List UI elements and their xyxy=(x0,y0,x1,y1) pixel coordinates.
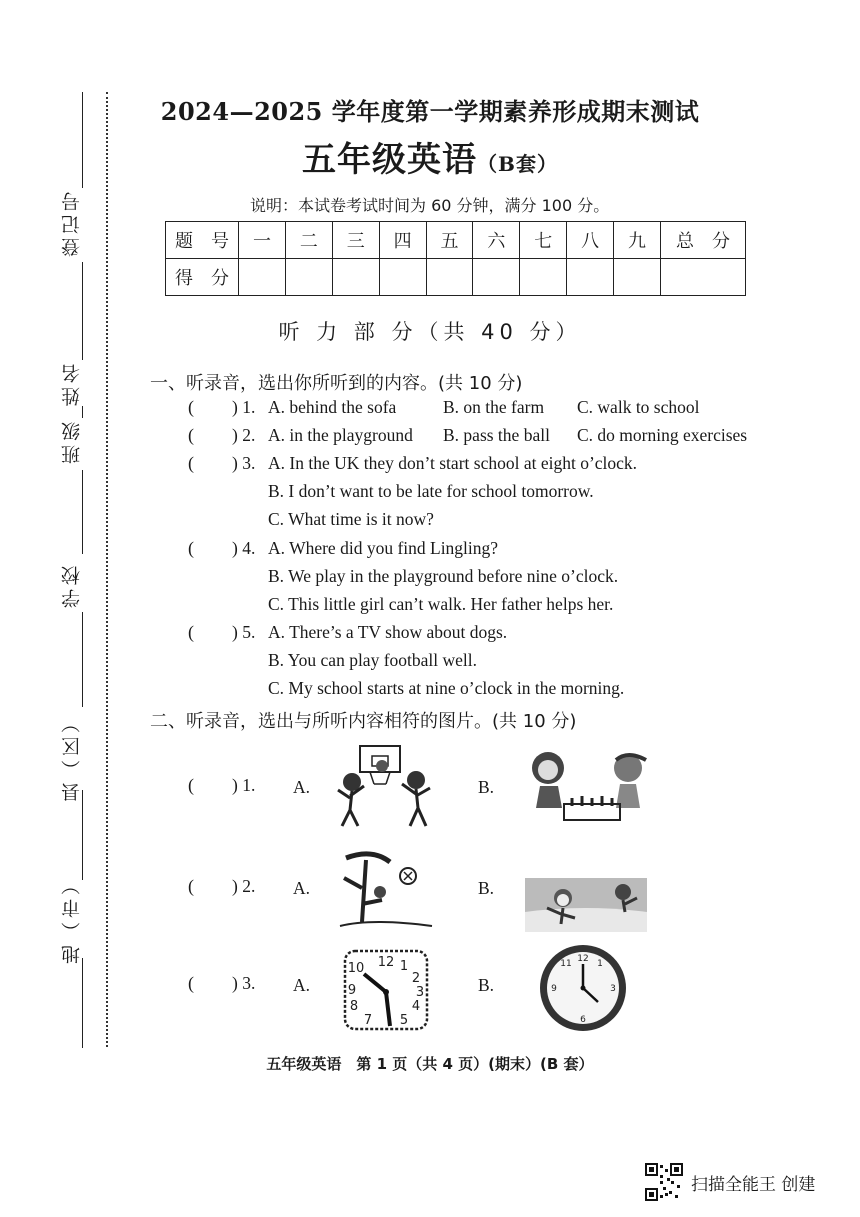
option-a: A. In the UK they don’t start school at eight o’clock. xyxy=(268,453,638,473)
field-school: 学校 xyxy=(61,562,83,608)
score-header-cell: 五 xyxy=(426,222,473,259)
option-b: B. on the farm xyxy=(443,397,545,417)
field-city: 地（市） xyxy=(61,872,83,964)
option-c: C. walk to school xyxy=(577,397,700,417)
answer-blank[interactable]: ( xyxy=(188,425,194,445)
option-b: B. You can play football well. xyxy=(268,650,478,670)
answer-blank[interactable]: ( xyxy=(188,973,194,993)
score-cell[interactable] xyxy=(379,259,426,296)
score-cell[interactable] xyxy=(473,259,520,296)
svg-text:7: 7 xyxy=(363,1013,373,1028)
option-b: B. We play in the playground before nine o’clock. xyxy=(268,566,619,586)
score-row-label: 得 分 xyxy=(166,259,239,296)
question-number: ) 3. xyxy=(232,453,256,473)
score-header-cell: 二 xyxy=(285,222,332,259)
option-b: B. pass the ball xyxy=(443,425,550,445)
svg-text:3: 3 xyxy=(610,984,616,994)
listening-section-heading: 听 力 部 分（共 40 分） xyxy=(278,320,582,344)
question-number: ) 1. xyxy=(232,775,256,795)
subject: 五年级英语 xyxy=(302,140,478,180)
option-c: C. What time is it now? xyxy=(268,509,434,529)
score-cell[interactable] xyxy=(567,259,614,296)
svg-text:12: 12 xyxy=(577,954,589,964)
option-c: C. This little girl can’t walk. Her father helps her. xyxy=(268,594,614,614)
field-register-no: 登记号 xyxy=(61,188,83,257)
score-header-cell: 六 xyxy=(473,222,520,259)
svg-text:12: 12 xyxy=(377,955,395,970)
question-number: ) 2. xyxy=(232,425,256,445)
picture-digital-clock-face[interactable] xyxy=(342,948,430,1036)
score-header-cell: 八 xyxy=(567,222,614,259)
score-header-cell: 总 分 xyxy=(661,222,746,259)
score-cell[interactable] xyxy=(520,259,567,296)
answer-blank[interactable]: ( xyxy=(188,622,194,642)
option-a: A. There’s a TV show about dogs. xyxy=(268,622,508,642)
picture-kite-in-tree[interactable] xyxy=(332,848,442,934)
score-cell[interactable] xyxy=(426,259,473,296)
scanner-watermark xyxy=(645,1163,815,1201)
svg-text:3: 3 xyxy=(415,985,425,1000)
option-c: C. My school starts at nine o’clock in the morning. xyxy=(268,678,625,698)
option-c: C. do morning exercises xyxy=(577,425,748,445)
qr-code-icon xyxy=(645,1163,683,1201)
binding-rule xyxy=(82,406,83,418)
svg-text:11: 11 xyxy=(560,959,572,969)
answer-blank[interactable]: ( xyxy=(188,775,194,795)
field-name: 姓名 xyxy=(61,360,83,406)
score-cell[interactable] xyxy=(661,259,746,296)
choice-b-label: B. xyxy=(478,777,495,797)
picture-wall-clock[interactable] xyxy=(536,942,630,1038)
choice-a-label: A. xyxy=(293,878,311,898)
choice-b-label: B. xyxy=(478,975,495,995)
page-footer: 五年级英语 第 1 页（共 4 页）(期末）(B 套） xyxy=(266,1055,594,1073)
picture-children-outdoors[interactable] xyxy=(525,878,647,936)
binding-rule xyxy=(82,958,83,1048)
score-header-cell: 九 xyxy=(614,222,661,259)
score-header-cell: 七 xyxy=(520,222,567,259)
option-a: A. in the playground xyxy=(268,425,413,445)
svg-text:1: 1 xyxy=(597,959,603,969)
question-number: ) 4. xyxy=(232,538,256,558)
exam-note: 说明：本试卷考试时间为 60 分钟，满分 100 分。 xyxy=(250,196,610,215)
svg-text:9: 9 xyxy=(347,983,357,998)
version: （B套） xyxy=(477,152,558,176)
exam-subtitle xyxy=(0,132,860,181)
score-header-cell: 四 xyxy=(379,222,426,259)
question-number: ) 1. xyxy=(232,397,256,417)
score-header-cell: 一 xyxy=(239,222,286,259)
score-header-cell: 题 号 xyxy=(166,222,239,259)
score-header-row xyxy=(166,222,746,259)
svg-text:1: 1 xyxy=(399,959,409,974)
watermark-text: 扫描全能王 创建 xyxy=(691,1174,816,1195)
binding-rule xyxy=(82,612,83,707)
exam-title: 2024—2025 学年度第一学期素养形成期末测试 xyxy=(160,97,700,126)
svg-text:4: 4 xyxy=(411,999,421,1014)
part2-title: 二、听录音，选出与所听内容相符的图片。(共 10 分) xyxy=(150,711,577,732)
option-b: B. I don’t want to be late for school tomorrow. xyxy=(268,481,594,501)
choice-a-label: A. xyxy=(293,777,311,797)
answer-blank[interactable]: ( xyxy=(188,453,194,473)
svg-text:8: 8 xyxy=(349,999,359,1014)
picture-playing-chess[interactable] xyxy=(522,748,652,834)
svg-text:5: 5 xyxy=(399,1013,409,1028)
answer-blank[interactable]: ( xyxy=(188,397,194,417)
choice-b-label: B. xyxy=(478,878,495,898)
score-header-cell: 三 xyxy=(332,222,379,259)
svg-text:10: 10 xyxy=(347,961,365,976)
question-number: ) 3. xyxy=(232,973,256,993)
score-cell[interactable] xyxy=(239,259,286,296)
picture-basketball[interactable] xyxy=(330,744,440,834)
binding-dotted-line xyxy=(106,92,108,1047)
svg-text:2: 2 xyxy=(411,971,421,986)
choice-a-label: A. xyxy=(293,975,311,995)
option-a: A. Where did you find Lingling? xyxy=(268,538,499,558)
question-number: ) 5. xyxy=(232,622,256,642)
score-cell[interactable] xyxy=(614,259,661,296)
question-number: ) 2. xyxy=(232,876,256,896)
binding-rule xyxy=(82,790,83,880)
score-table xyxy=(165,221,746,296)
field-class: 班级 xyxy=(61,418,83,464)
answer-blank[interactable]: ( xyxy=(188,538,194,558)
field-county: 县（区） xyxy=(61,710,83,802)
binding-rule xyxy=(82,470,83,554)
score-cell[interactable] xyxy=(285,259,332,296)
svg-text:6: 6 xyxy=(580,1015,586,1025)
svg-text:9: 9 xyxy=(551,984,557,994)
answer-blank[interactable]: ( xyxy=(188,876,194,896)
score-cell[interactable] xyxy=(332,259,379,296)
part1-title: 一、听录音，选出你所听到的内容。(共 10 分) xyxy=(150,373,523,394)
score-row xyxy=(166,259,746,296)
option-a: A. behind the sofa xyxy=(268,397,397,417)
